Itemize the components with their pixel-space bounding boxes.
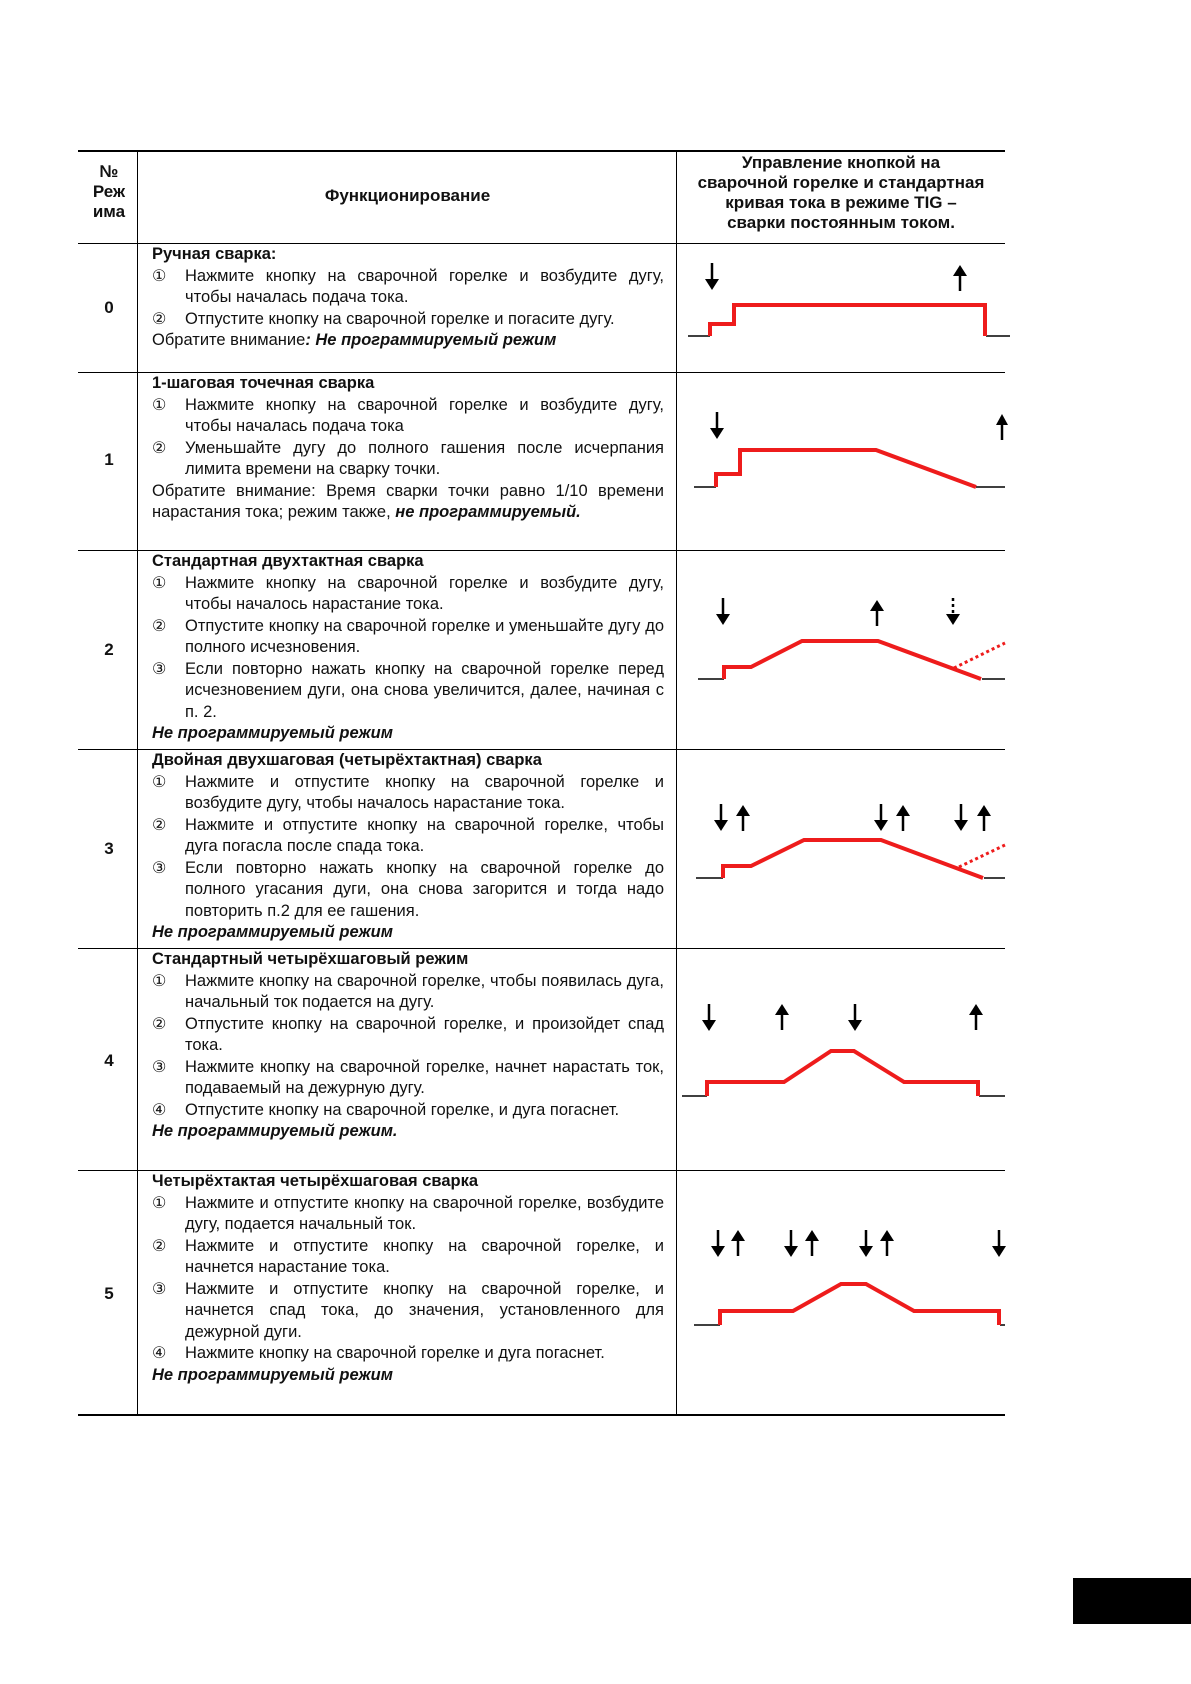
step-item — [152, 1014, 664, 1057]
arrow-down-icon — [954, 804, 968, 831]
arrow-up-icon — [736, 805, 750, 831]
step-item — [152, 573, 664, 616]
mode-title-1: 1-шаговая точечная сварка — [152, 374, 375, 392]
note-emphasis: Не программируемый режим — [152, 1365, 393, 1384]
header-diagram-line-3: кривая тока в режиме TIG – — [725, 193, 957, 212]
mode-note-3 — [152, 922, 664, 944]
current-curve — [723, 840, 983, 878]
current-curve — [716, 450, 976, 487]
step-mark: ③ — [152, 859, 167, 877]
step-item — [152, 971, 664, 1014]
arrow-down-dashed-icon — [946, 598, 960, 625]
mode-description-2 — [152, 551, 664, 745]
arrow-down-icon — [784, 1230, 798, 1257]
page-tab-marker — [1073, 1578, 1191, 1624]
arrow-down-icon — [716, 598, 730, 625]
step-item — [152, 772, 664, 815]
arrow-down-icon — [705, 263, 719, 290]
current-curve-diagram-5 — [676, 1170, 1005, 1414]
mode-note-1 — [152, 481, 664, 524]
current-curve-diagram-3 — [676, 749, 1005, 948]
current-curve — [707, 1051, 978, 1096]
header-mode-line-1: № — [99, 162, 119, 181]
mode-title-3: Двойная двухшаговая (четырёхтактная) сварка — [152, 751, 542, 769]
step-mark: ② — [152, 617, 167, 635]
arrow-down-icon — [992, 1230, 1006, 1257]
step-text: Отпустите кнопку на сварочной горелке и уменьшайте дугу до полного исчезновения. — [185, 616, 664, 656]
step-text: Нажмите кнопку на сварочной горелке, чтобы появилась дуга, начальный ток подается на дугу. — [185, 971, 664, 1011]
step-mark: ① — [152, 574, 167, 592]
step-mark: ① — [152, 396, 167, 414]
header-function: Функционирование — [324, 186, 491, 205]
note-prefix: Обратите внимание — [152, 331, 306, 349]
mode-description-1 — [152, 373, 664, 524]
arrow-up-icon — [977, 805, 991, 831]
step-text: Нажмите кнопку на сварочной горелке и возбудите дугу, чтобы началась подача тока — [185, 395, 664, 435]
step-item — [152, 266, 664, 309]
mode-note-4 — [152, 1121, 664, 1143]
step-mark: ② — [152, 310, 167, 328]
step-mark: ③ — [152, 1058, 167, 1076]
current-curve — [710, 305, 985, 336]
step-item — [152, 616, 664, 659]
step-mark: ① — [152, 773, 167, 791]
step-text: Нажмите и отпустите кнопку на сварочной горелке, и начнется спад тока, до значения, установленного для дежурной дуги. — [185, 1279, 664, 1341]
step-mark: ③ — [152, 660, 167, 678]
step-text: Если повторно нажать кнопку на сварочной горелке перед исчезновением дуги, она снова увеличится, далее, начиная с п. 2. — [185, 659, 664, 721]
mode-description-3 — [152, 750, 664, 944]
note-emphasis: Не программируемый режим — [152, 923, 393, 941]
mode-note-0 — [152, 330, 664, 352]
header-mode-line-2: Реж — [92, 182, 126, 201]
step-text: Отпустите кнопку на сварочной горелке и погасите дугу. — [185, 309, 615, 328]
note-emphasis: не программируемый. — [395, 503, 581, 521]
mode-number-2: 2 — [104, 640, 114, 659]
header-diagram — [676, 153, 1006, 233]
column-divider-1 — [137, 150, 138, 1415]
mode-description-5 — [152, 1171, 664, 1386]
step-text: Нажмите и отпустите кнопку на сварочной горелке, и начнется нарастание тока. — [185, 1236, 664, 1276]
step-mark: ① — [152, 1194, 167, 1212]
arrow-up-icon — [870, 600, 884, 626]
current-curve — [720, 1284, 999, 1325]
table-bottom-rule — [78, 1414, 1005, 1416]
step-text: Уменьшайте дугу до полного гашения после исчерпания лимита времени на сварку точки. — [185, 438, 664, 478]
arrow-up-icon — [775, 1004, 789, 1030]
arrow-down-icon — [714, 804, 728, 831]
step-text: Нажмите и отпустите кнопку на сварочной горелке, возбудите дугу, подается начальный ток. — [185, 1193, 664, 1233]
arrow-up-icon — [996, 414, 1008, 440]
current-curve-diagram-1 — [676, 372, 1005, 550]
mode-title-2: Стандартная двухтактная сварка — [152, 552, 424, 570]
arrow-up-icon — [969, 1004, 983, 1030]
step-mark: ④ — [152, 1345, 167, 1362]
header-diagram-line-1: Управление кнопкой на — [741, 153, 941, 172]
mode-number-5: 5 — [104, 1284, 114, 1303]
step-item — [152, 858, 664, 923]
note-emphasis: Не программируемый режим — [152, 724, 393, 742]
step-item — [152, 309, 664, 331]
current-curve-diagram-2 — [676, 550, 1005, 749]
arrow-down-icon — [859, 1230, 873, 1257]
table-top-rule — [78, 150, 1005, 152]
current-curve — [724, 641, 981, 679]
step-mark: ② — [152, 1015, 167, 1033]
mode-number-0: 0 — [104, 298, 114, 317]
step-item — [152, 659, 664, 724]
mode-number-4: 4 — [104, 1051, 114, 1070]
note-emphasis: Не программируемый режим. — [152, 1122, 398, 1140]
step-mark: ② — [152, 816, 167, 834]
mode-description-4 — [152, 949, 664, 1143]
step-item — [152, 1057, 664, 1100]
arrow-up-icon — [731, 1230, 745, 1256]
note-emphasis: : Не программируемый режим — [305, 331, 557, 349]
step-text: Нажмите кнопку на сварочной горелке и возбудите дугу, чтобы началось нарастание тока. — [185, 573, 664, 613]
arrow-up-icon — [805, 1230, 819, 1256]
step-text: Нажмите кнопку на сварочной горелке и возбудите дугу, чтобы началась подача тока. — [185, 266, 664, 306]
step-mark: ③ — [152, 1280, 167, 1298]
step-text: Нажмите кнопку на сварочной горелке и дуга погаснет. — [185, 1344, 605, 1362]
mode-number-3: 3 — [104, 839, 114, 858]
step-item — [152, 1236, 664, 1279]
current-curve-diagram-0 — [676, 243, 1005, 372]
mode-note-5 — [152, 1365, 664, 1387]
current-curve-restart — [954, 643, 1005, 668]
step-item — [152, 438, 664, 481]
mode-title-4: Стандартный четырёхшаговый режим — [152, 950, 469, 968]
step-mark: ② — [152, 1237, 167, 1255]
step-item — [152, 815, 664, 858]
arrow-down-icon — [711, 1230, 725, 1257]
mode-note-2 — [152, 723, 664, 745]
header-mode — [80, 162, 138, 222]
step-item — [152, 1343, 664, 1365]
step-text: Нажмите и отпустите кнопку на сварочной горелке, чтобы дуга погасла после спада тока. — [185, 815, 664, 855]
note-prefix: Обратите внимание: Время сварки точки равно 1/10 времени нарастания тока; режим также, — [152, 481, 664, 521]
step-item — [152, 1279, 664, 1344]
mode-title-5: Четырёхтактая четырёхшаговая сварка — [152, 1172, 479, 1190]
header-diagram-line-2: сварочной горелке и стандартная — [697, 173, 985, 192]
current-curve-diagram-4 — [676, 948, 1005, 1170]
step-text: Нажмите и отпустите кнопку на сварочной горелке и возбудите дугу, чтобы началось нарастание тока. — [185, 772, 664, 812]
step-item — [152, 395, 664, 438]
step-text: Отпустите кнопку на сварочной горелке, и произойдет спад тока. — [185, 1014, 664, 1054]
step-item — [152, 1193, 664, 1236]
mode-number-1: 1 — [104, 450, 114, 469]
arrow-down-icon — [710, 412, 724, 439]
arrow-down-icon — [702, 1004, 716, 1031]
arrow-down-icon — [848, 1004, 862, 1031]
step-mark: ② — [152, 439, 167, 457]
step-text: Нажмите кнопку на сварочной горелке, начнет нарастать ток, подаваемый на дежурную дугу. — [185, 1057, 664, 1097]
arrow-up-icon — [880, 1230, 894, 1256]
header-diagram-line-4: сварки постоянным током. — [727, 213, 955, 232]
mode-description-0 — [152, 244, 664, 352]
step-mark: ④ — [152, 1101, 167, 1119]
step-item — [152, 1100, 664, 1122]
arrow-up-icon — [896, 805, 910, 831]
arrow-down-icon — [874, 804, 888, 831]
step-text: Если повторно нажать кнопку на сварочной горелке до полного угасания дуги, она снова загорится и тогда надо повторить п.2 для ее гашения. — [185, 858, 664, 920]
arrow-up-icon — [953, 265, 967, 291]
header-mode-line-3: има — [92, 202, 126, 221]
step-text: Отпустите кнопку на сварочной горелке, и дуга погаснет. — [185, 1100, 620, 1119]
step-mark: ① — [152, 267, 167, 285]
current-curve-restart — [959, 845, 1005, 867]
mode-title-0: Ручная сварка: — [152, 245, 277, 263]
step-mark: ① — [152, 972, 167, 990]
